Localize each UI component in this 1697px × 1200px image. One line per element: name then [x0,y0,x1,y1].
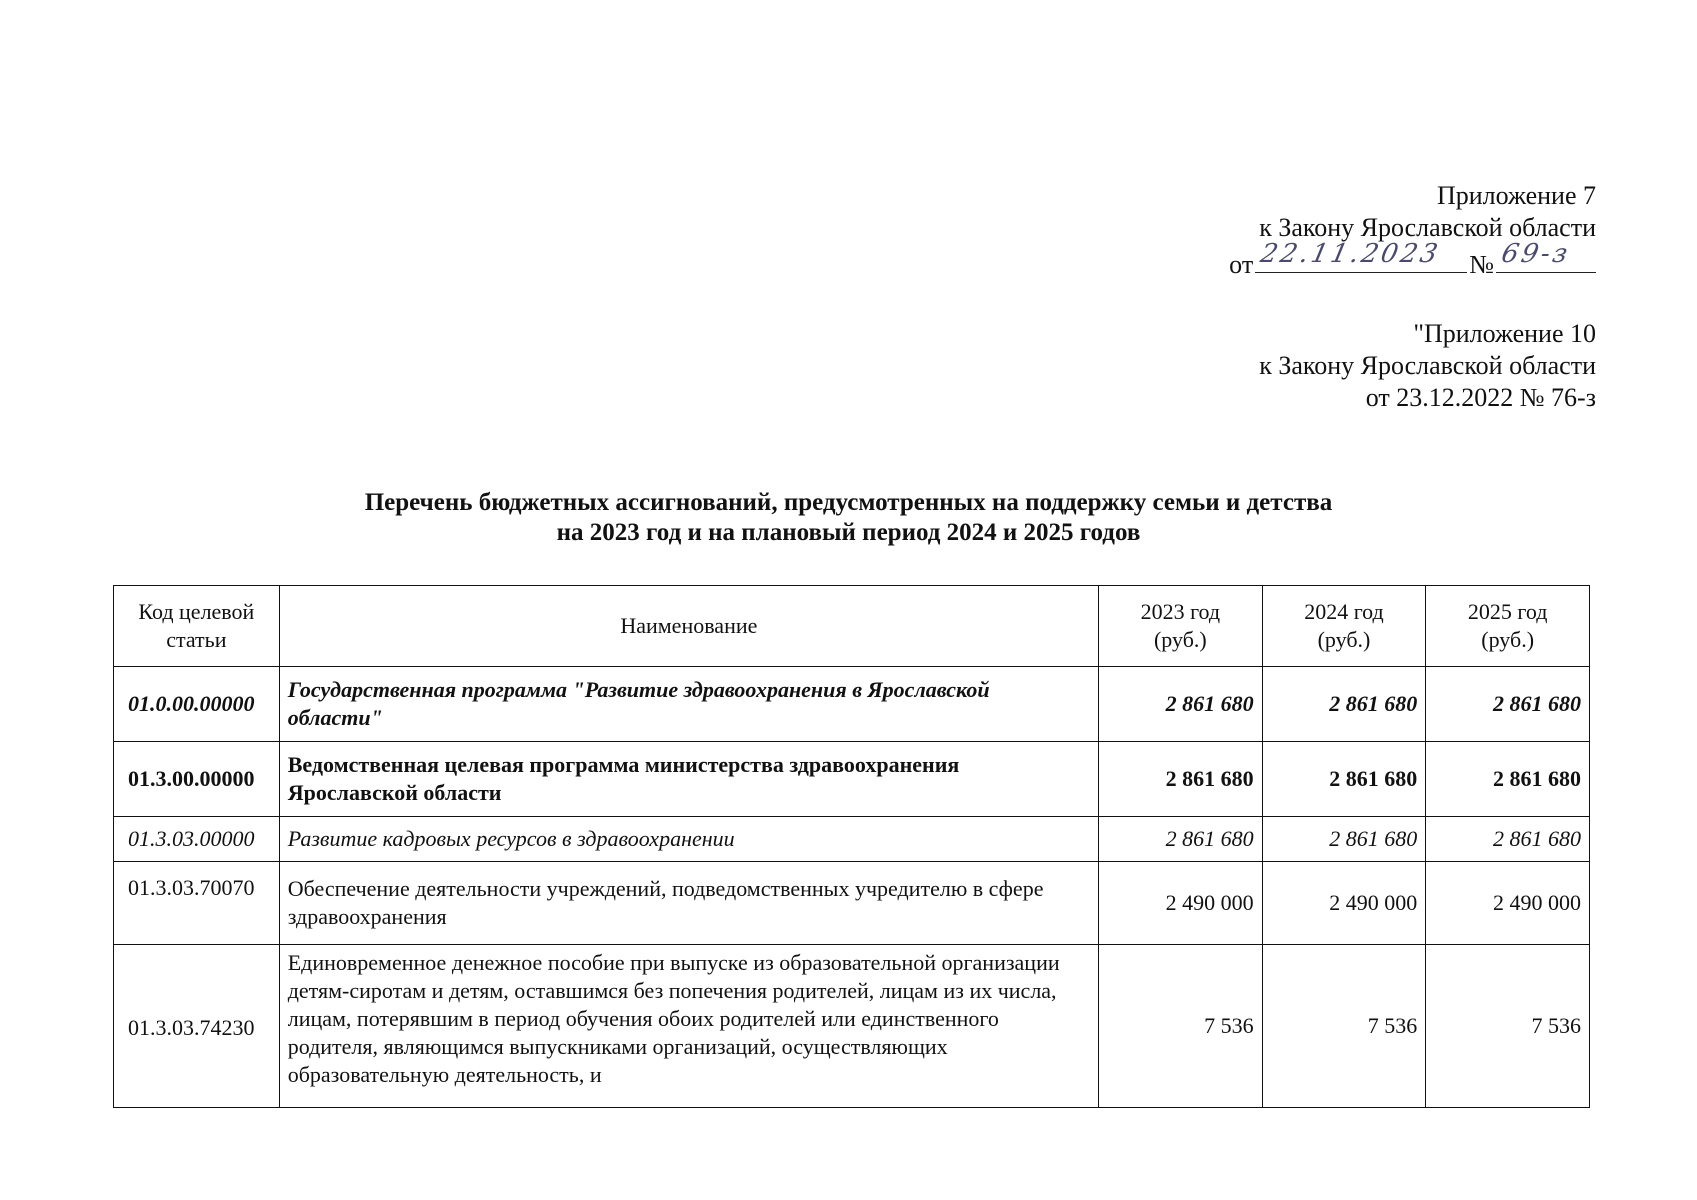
row-2023: 2 490 000 [1099,862,1263,945]
row-name: Обеспечение деятельности учреждений, подведомственных учредителю в сфере здравоохранения [279,862,1098,945]
handwritten-number: 69-з [1498,239,1574,269]
table-row [114,862,1590,945]
document-title [0,488,1697,548]
appendix-previous-date: от 23.12.2022 № 76-з [1365,383,1596,412]
row-2023: 2 861 680 [1099,667,1263,742]
appendix-previous-header [1259,318,1596,414]
table-header-row [114,586,1590,667]
header-code: Код целевой статьи [114,586,280,667]
row-code: 01.3.03.74230 [114,945,280,1108]
header-2025: 2025 год (руб.) [1426,586,1590,667]
row-2024: 2 490 000 [1262,862,1426,945]
handwritten-date: 22.11.2023 [1257,239,1444,269]
table-row [114,817,1590,862]
table-row [114,667,1590,742]
row-2023: 7 536 [1099,945,1263,1108]
row-2025: 7 536 [1426,945,1590,1108]
row-name: Единовременное денежное пособие при выпуске из образовательной организации детям-сиротам и детям, оставшимся без попечения родителей, лицам из их числа, лицам, потерявшим в период обучения обоих родителей или единственного родителя, являющимся выпускниками организаций, осуществляющих образовательную деятельность, и [279,945,1098,1108]
header-name: Наименование [279,586,1098,667]
appendix-current-header [1229,180,1596,281]
appendix-current-law: к Закону Ярославской области [1259,213,1596,242]
appendix-previous-title: "Приложение 10 [1413,319,1596,348]
appendix-previous-law: к Закону Ярославской области [1259,351,1596,380]
row-2025: 2 490 000 [1426,862,1590,945]
budget-table [113,585,1590,1108]
table-row [114,742,1590,817]
number-sign: № [1469,250,1494,279]
row-2025: 2 861 680 [1426,742,1590,817]
row-name: Развитие кадровых ресурсов в здравоохранении [279,817,1098,862]
row-name: Ведомственная целевая программа министерства здравоохранения Ярославской области [279,742,1098,817]
row-2025: 2 861 680 [1426,667,1590,742]
row-2023: 2 861 680 [1099,742,1263,817]
row-2024: 2 861 680 [1262,817,1426,862]
date-prefix: от [1229,250,1254,279]
date-blank [1255,239,1467,273]
title-line-1: Перечень бюджетных ассигнований, предусмотренных на поддержку семьи и детства [364,489,1333,516]
number-blank [1496,239,1596,273]
row-2024: 7 536 [1262,945,1426,1108]
row-code: 01.0.00.00000 [114,667,280,742]
header-2024: 2024 год (руб.) [1262,586,1426,667]
row-name: Государственная программа "Развитие здравоохранения в Ярославской области" [279,667,1098,742]
row-code: 01.3.03.00000 [114,817,280,862]
row-code: 01.3.03.70070 [114,862,280,945]
table-row [114,945,1590,1108]
row-2024: 2 861 680 [1262,742,1426,817]
appendix-current-title: Приложение 7 [1436,181,1596,210]
title-line-2: на 2023 год и на плановый период 2024 и 2025 годов [556,519,1141,546]
row-2025: 2 861 680 [1426,817,1590,862]
appendix-current-date-line [1229,239,1596,281]
row-2024: 2 861 680 [1262,667,1426,742]
row-code: 01.3.00.00000 [114,742,280,817]
header-2023: 2023 год (руб.) [1099,586,1263,667]
row-2023: 2 861 680 [1099,817,1263,862]
